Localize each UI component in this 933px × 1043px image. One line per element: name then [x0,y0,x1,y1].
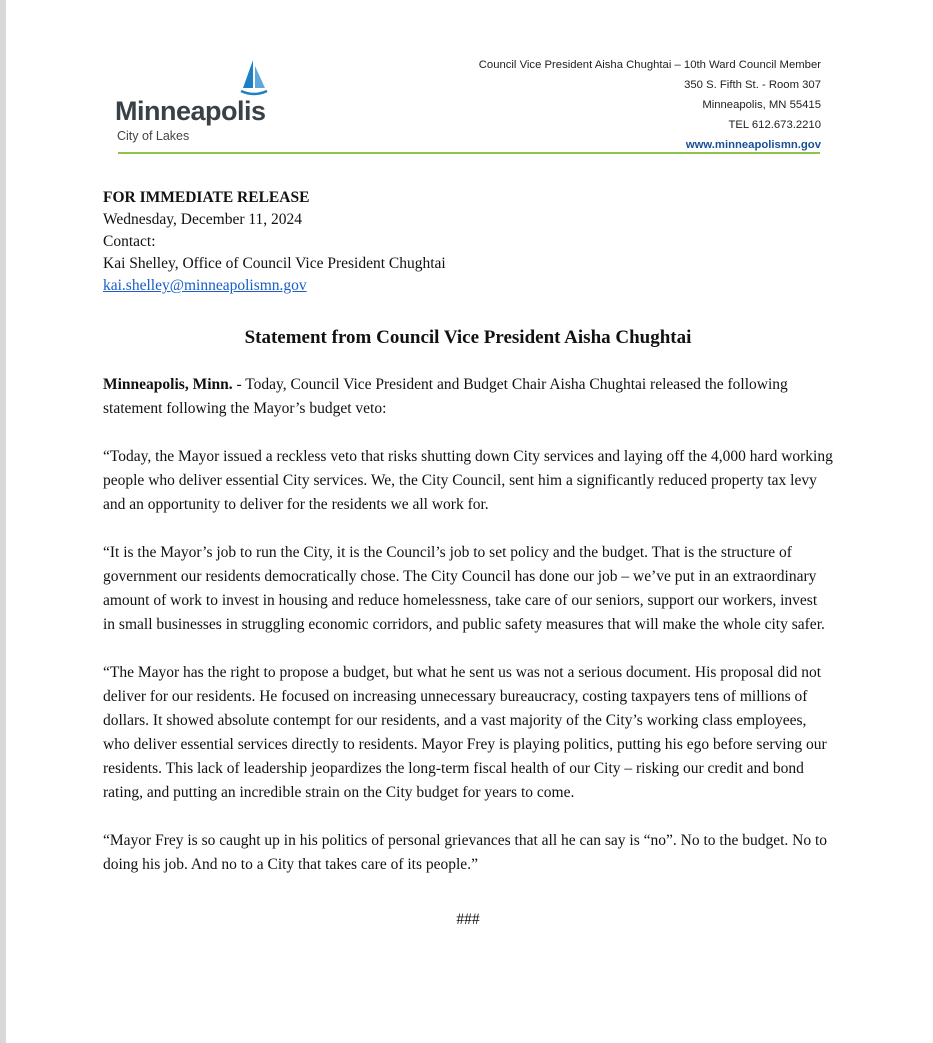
logo-tagline: City of Lakes [117,129,190,143]
end-mark: ### [456,911,480,928]
statement-paragraph-3: “The Mayor has the right to propose a budget, but what he sent us was not a serious document. His proposal did not deliver for our residents. He focused on increasing unnecessary bureaucracy, costing taxpayers tens of millions of dollars. It showed absolute contempt for our residents, and a vast majority of the City’s working class employees, who deliver essential services directly to residents. Mayor Frey is playing politics, putting his ego before serving our residents. This lack of leadership jeopardizes the long-term fiscal health of our City – risking our credit and bond rating, and putting an incredible strain on the City budget for years to come. [103,664,827,801]
address-line-street: 350 S. Fifth St. - Room 307 [684,79,821,91]
contact-name: Kai Shelley, Office of Council Vice President Chughtai [103,255,446,272]
address-line-city: Minneapolis, MN 55415 [702,99,821,111]
letterhead [0,0,933,170]
city-logo [115,58,295,148]
website-link[interactable]: www.minneapolismn.gov [685,139,821,151]
release-date: Wednesday, December 11, 2024 [103,211,303,228]
statement-title: Statement from Council Vice President Aisha Chughtai [244,327,692,348]
intro-paragraph [103,373,833,421]
logo-wordmark: Minneapolis [115,96,266,126]
sailboat-logo-icon [239,58,269,98]
press-release [103,187,833,929]
office-address [479,55,821,155]
dateline: Minneapolis, Minn. [103,376,233,393]
address-line-phone: TEL 612.673.2210 [728,119,821,131]
contact-email-link[interactable]: kai.shelley@minneapolismn.gov [103,277,307,294]
release-label: FOR IMMEDIATE RELEASE [103,189,310,206]
statement-paragraph-2: “It is the Mayor’s job to run the City, it is the Council’s job to set policy and the budget. That is the structure of government our residents democratically chose. The City Council has done our job – we’ve put in an extraordinary amount of work to invest in housing and reduce homelessness, take care of our seniors, support our workers, invest in small businesses in struggling economic corridors, and public safety measures that will make the whole city safer. [103,544,825,633]
intro-text: - Today, Council Vice President and Budget Chair Aisha Chughtai released the following statement following the Mayor’s budget veto: [103,376,788,417]
statement-paragraph-1: “Today, the Mayor issued a reckless veto that risks shutting down City services and laying off the 4,000 hard working people who deliver essential City services. We, the City Council, sent him a significantly reduced property tax levy and an opportunity to deliver for the residents we all work for. [103,448,833,513]
release-header [103,187,833,297]
contact-label: Contact: [103,233,156,250]
letterhead-divider [118,152,820,154]
address-line-office: Council Vice President Aisha Chughtai – 10th Ward Council Member [478,59,821,71]
statement-paragraph-4: “Mayor Frey is so caught up in his politics of personal grievances that all he can say is “no”. No to the budget. No to doing his job. And no to a City that takes care of its people.” [103,832,828,873]
